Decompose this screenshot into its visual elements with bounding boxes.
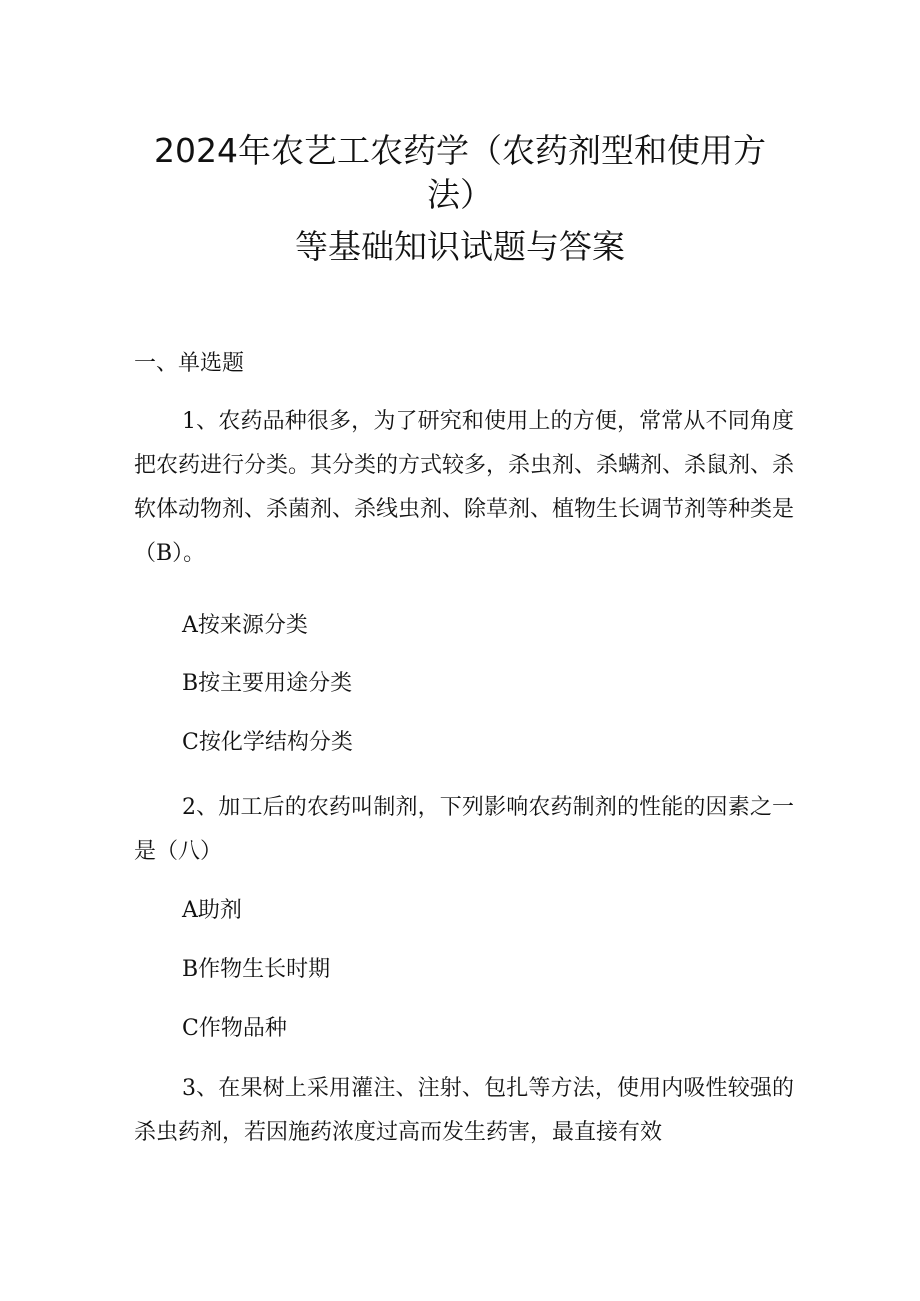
section-heading: 一、单选题 <box>134 351 245 376</box>
question-1-option-b: B按主要用途分类 <box>182 671 353 696</box>
question-2-option-a: A助剂 <box>182 898 242 923</box>
document-title-line-1: 2024年农艺工农药学（农药剂型和使用方 <box>154 131 766 170</box>
question-1-text: 1、农药品种很多，为了研究和使用上的方便，常常从不同角度把农药进行分类。其分类的方式较多，杀虫剂、杀螨剂、杀鼠剂、杀软体动物剂、杀菌剂、杀线虫剂、除草剂、植物生长调节剂等种类是（B）。 <box>134 409 795 566</box>
question-2-option-b: B作物生长时期 <box>182 957 331 982</box>
document-title-line-3: 等基础知识试题与答案 <box>295 227 625 266</box>
question-1-option-c: C按化学结构分类 <box>182 730 353 755</box>
document-title-line-2: 法） <box>427 175 493 214</box>
question-3-text: 3、在果树上采用灌注、注射、包扎等方法，使用内吸性较强的杀虫药剂，若因施药浓度过高而发生药害，最直接有效 <box>134 1076 794 1145</box>
question-2-text: 2、加工后的农药叫制剂，下列影响农药制剂的性能的因素之一是（八） <box>134 795 794 864</box>
question-2-option-c: C作物品种 <box>182 1016 287 1041</box>
question-1-option-a: A按来源分类 <box>182 613 308 638</box>
